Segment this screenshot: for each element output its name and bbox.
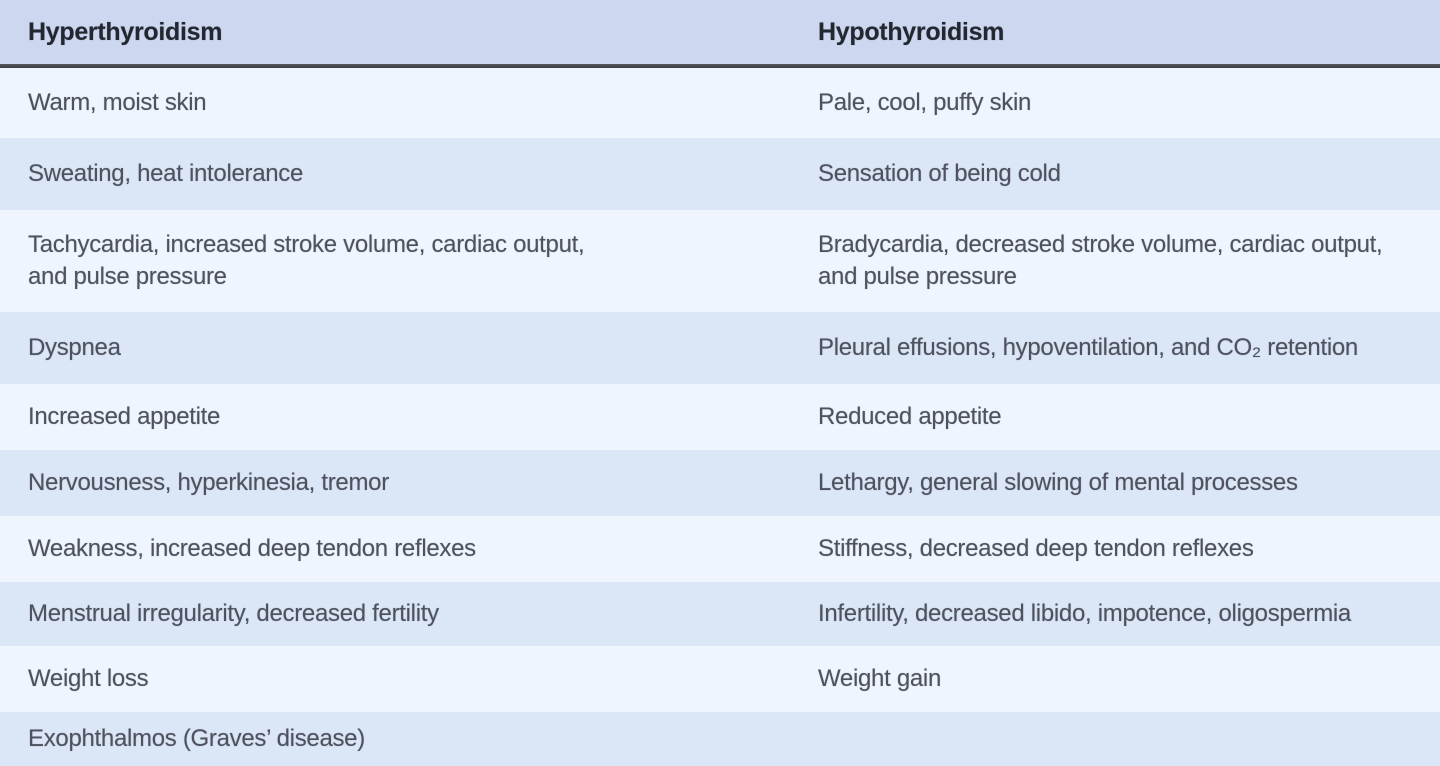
cell-hypothyroidism <box>790 312 1440 384</box>
cell-text: Dyspnea <box>28 334 121 361</box>
table-row <box>0 712 1440 766</box>
cell-text: Exophthalmos (Graves’ disease) <box>28 725 365 752</box>
cell-text: Weight loss <box>28 665 149 692</box>
cell-text: Increased appetite <box>28 403 221 430</box>
table-row <box>0 450 1440 516</box>
cell-text: Pale, cool, puffy skin <box>818 89 1032 116</box>
cell-hyperthyroidism <box>0 450 790 516</box>
table-row <box>0 210 1440 312</box>
cell-text: Nervousness, hyperkinesia, tremor <box>28 469 389 496</box>
cell-hyperthyroidism <box>0 516 790 582</box>
cell-hyperthyroidism <box>0 712 790 766</box>
table-header-row <box>0 0 1440 64</box>
column-header-hyperthyroidism <box>0 0 790 64</box>
column-header-label: Hypothyroidism <box>818 17 1005 46</box>
cell-hyperthyroidism <box>0 210 790 312</box>
cell-hyperthyroidism <box>0 68 790 138</box>
cell-hypothyroidism <box>790 516 1440 582</box>
cell-hypothyroidism <box>790 712 1440 766</box>
cell-hypothyroidism <box>790 582 1440 646</box>
table-row <box>0 582 1440 646</box>
cell-hypothyroidism <box>790 68 1440 138</box>
cell-text: Infertility, decreased libido, impotence, oligospermia <box>818 600 1351 627</box>
cell-hypothyroidism <box>790 138 1440 210</box>
table-row <box>0 138 1440 210</box>
column-header-hypothyroidism <box>790 0 1440 64</box>
table-row <box>0 312 1440 384</box>
cell-text: Reduced appetite <box>818 403 1002 430</box>
cell-text: Lethargy, general slowing of mental processes <box>818 469 1298 496</box>
cell-hypothyroidism <box>790 646 1440 712</box>
cell-text: Weight gain <box>818 665 942 692</box>
cell-hyperthyroidism <box>0 312 790 384</box>
cell-text: Tachycardia, increased stroke volume, cardiac output, and pulse pressure <box>28 231 585 290</box>
cell-text: Sensation of being cold <box>818 160 1061 187</box>
table-row <box>0 384 1440 450</box>
cell-text: Pleural effusions, hypoventilation, and CO₂ retention <box>818 334 1358 361</box>
cell-text: Stiffness, decreased deep tendon reflexes <box>818 535 1254 562</box>
cell-hyperthyroidism <box>0 582 790 646</box>
cell-text: Menstrual irregularity, decreased fertility <box>28 600 439 627</box>
cell-hypothyroidism <box>790 210 1440 312</box>
cell-text: Bradycardia, decreased stroke volume, cardiac output, and pulse pressure <box>818 231 1383 290</box>
column-header-label: Hyperthyroidism <box>28 17 223 46</box>
cell-text: Warm, moist skin <box>28 89 207 116</box>
cell-text: Sweating, heat intolerance <box>28 160 304 187</box>
cell-hyperthyroidism <box>0 138 790 210</box>
table-row <box>0 646 1440 712</box>
table-row <box>0 516 1440 582</box>
cell-hyperthyroidism <box>0 384 790 450</box>
cell-text: Weakness, increased deep tendon reflexes <box>28 535 476 562</box>
cell-hyperthyroidism <box>0 646 790 712</box>
cell-hypothyroidism <box>790 384 1440 450</box>
table-row <box>0 68 1440 138</box>
cell-hypothyroidism <box>790 450 1440 516</box>
